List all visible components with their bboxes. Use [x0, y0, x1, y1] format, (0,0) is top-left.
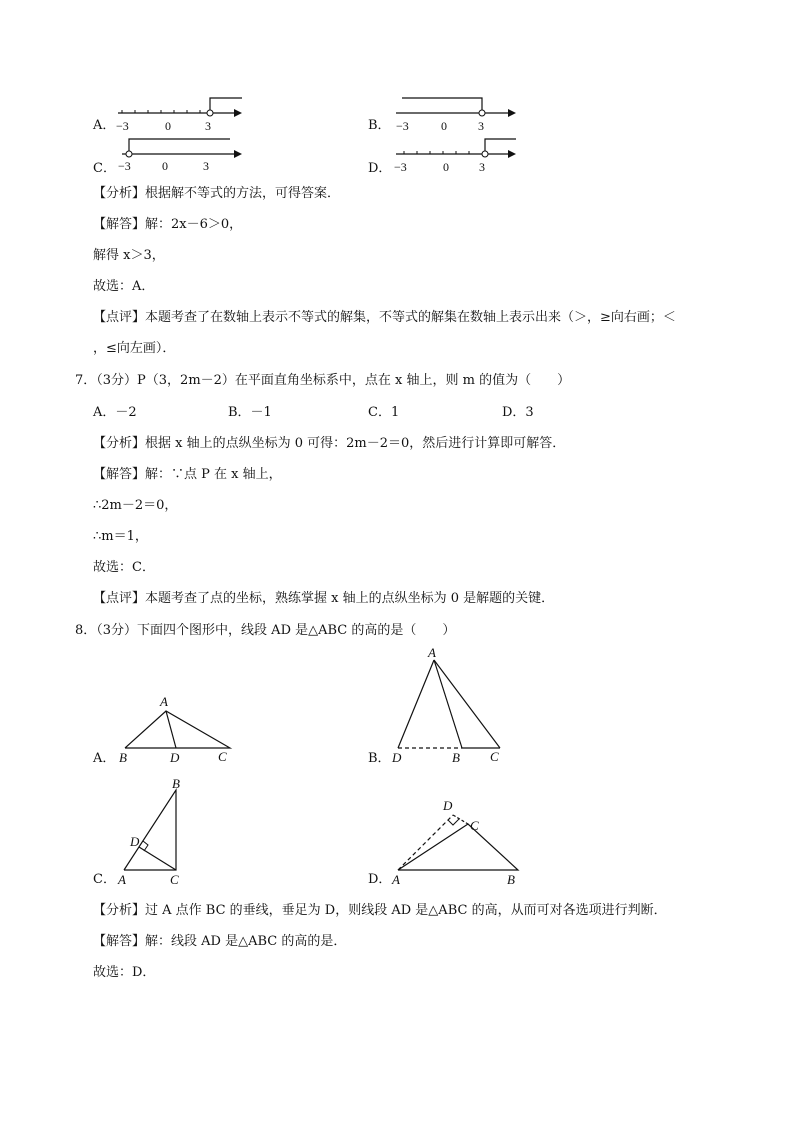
point-label: B: [119, 750, 127, 765]
figure-a-label: A．: [93, 751, 116, 766]
tick-label: 3: [478, 119, 484, 133]
q7-choice-a: A．－2: [93, 405, 137, 420]
tick-label: 0: [165, 119, 171, 133]
q8-answer: 【解答】解：线段 AD 是△ABC 的高的是．: [93, 934, 347, 949]
point-label: D: [170, 750, 180, 765]
point-label: A: [118, 872, 126, 887]
q7-answer-line-2: ∴2m－2＝0，: [93, 498, 178, 513]
q6-analysis: [93, 187, 340, 200]
q7-choice-d: D．3: [502, 405, 534, 420]
point-label: D: [392, 750, 402, 765]
q6-comment-line-1: 【点评】本题考查了在数轴上表示不等式的解集，不等式的解集在数轴上表示出来（＞，≥向右画；＜: [93, 310, 676, 325]
tick-label: 3: [203, 159, 209, 173]
q8-analysis: [93, 904, 667, 917]
q7-stem: 7．（3分）P（3，2m－2）在平面直角坐标系中，点在 x 轴上，则 m 的值为（ ）: [75, 373, 571, 388]
option-b-label: B．: [368, 118, 391, 133]
point-label: A: [160, 694, 168, 709]
q7-answer-line-1: 【解答】解：∵点 P 在 x 轴上，: [93, 467, 282, 482]
number-line-c: [112, 135, 247, 179]
tick-label: 0: [443, 160, 449, 174]
point-label: C: [470, 818, 479, 833]
q8-stem: 8．（3分）下面四个图形中，线段 AD 是△ABC 的高的是（ ）: [75, 623, 456, 638]
q6-answer-line-3: 故选：A．: [93, 279, 155, 294]
point-label: C: [490, 749, 499, 764]
q8-final: 故选：D．: [93, 965, 156, 980]
figure-d-label: D．: [368, 872, 392, 887]
analysis-text: 根据解不等式的方法，可得答案．: [145, 186, 341, 201]
figure-b-label: B．: [368, 751, 391, 766]
tick-label: −3: [396, 119, 409, 133]
point-label: A: [392, 872, 400, 887]
option-c-label: C．: [93, 161, 116, 176]
q7-comment: 【点评】本题考查了点的坐标，熟练掌握 x 轴上的点纵坐标为 0 是解题的关键．: [93, 591, 555, 606]
point-label: C: [170, 872, 179, 887]
figure-c-label: C．: [93, 872, 116, 887]
analysis-tag: 【分析】: [93, 903, 146, 918]
tick-label: 3: [205, 119, 211, 133]
figure-d-triangle: [388, 794, 528, 890]
tick-label: 0: [162, 159, 168, 173]
tick-label: −3: [118, 159, 131, 173]
number-line-d: [390, 134, 520, 178]
tick-label: 0: [441, 119, 447, 133]
option-d-label: D．: [368, 161, 392, 176]
analysis-text: 过 A 点作 BC 的垂线，垂足为 D，则线段 AD 是△ABC 的高，从而可对各选项进行判断．: [145, 903, 667, 918]
q7-answer-line-3: ∴m＝1，: [93, 529, 148, 544]
answer-tag: 【解答】: [93, 934, 146, 949]
answer-tag: 【解答】: [93, 217, 146, 232]
point-label: A: [428, 645, 436, 660]
number-line-b: [392, 94, 522, 138]
point-label: D: [443, 798, 453, 813]
analysis-tag: 【分析】: [93, 436, 146, 451]
q7-choice-c: C．1: [368, 405, 400, 420]
point-label: B: [452, 750, 460, 765]
point-label: D: [130, 834, 140, 849]
analysis-tag: 【分析】: [93, 186, 146, 201]
point-label: B: [172, 776, 180, 791]
q7-answer-line-4: 故选：C．: [93, 560, 155, 575]
option-a-label: A．: [93, 118, 116, 133]
tick-label: −3: [116, 119, 129, 133]
q7-choice-b: B．－1: [228, 405, 272, 420]
tick-label: 3: [479, 160, 485, 174]
point-label: B: [507, 872, 515, 887]
comment-tag: 【点评】: [93, 591, 146, 606]
q6-answer-line-2: 解得 x＞3，: [93, 248, 165, 263]
q6-comment-line-2: ，≤向左画）．: [93, 341, 176, 356]
point-label: C: [218, 749, 227, 764]
comment-tag: 【点评】: [93, 310, 146, 325]
analysis-text: 根据 x 轴上的点纵坐标为 0 可得：2m－2＝0，然后进行计算即可解答．: [145, 436, 566, 451]
tick-label: −3: [394, 160, 407, 174]
figure-a-triangle: [112, 690, 242, 770]
q6-answer-line-1: 【解答】解：2x－6＞0，: [93, 217, 243, 232]
q7-analysis: [93, 437, 565, 450]
answer-tag: 【解答】: [93, 467, 146, 482]
figure-b-triangle: [388, 644, 513, 770]
figure-c-triangle: [112, 774, 212, 890]
number-line-a: [112, 94, 247, 138]
